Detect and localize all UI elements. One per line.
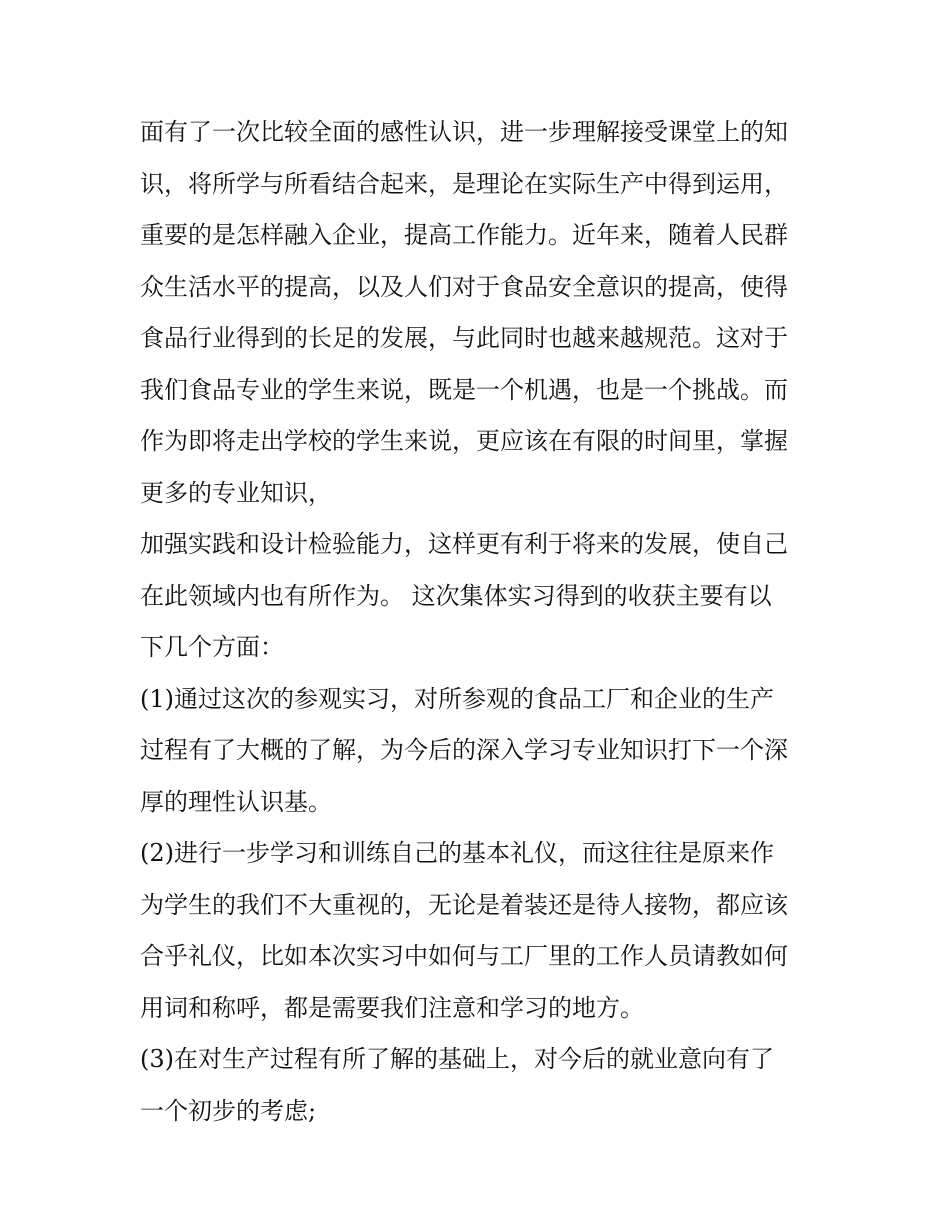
text-line: 作为即将走出学校的学生来说，更应该在有限的时间里，掌握 bbox=[140, 427, 788, 455]
text-line: 面有了一次比较全面的感性认识，进一步理解接受课堂上的知 bbox=[140, 118, 788, 146]
text-line: 为学生的我们不大重视的，无论是着装还是待人接物，都应该 bbox=[140, 890, 788, 919]
text-line: 识，将所学与所看结合起来，是理论在实际生产中得到运用， bbox=[140, 169, 788, 198]
text-line: 重要的是怎样融入企业，提高工作能力。近年来，随着人民群 bbox=[140, 221, 788, 249]
text-line: 一个初步的考虑; bbox=[140, 1096, 317, 1125]
text-line: 加强实践和设计检验能力，这样更有利于将来的发展，使自己 bbox=[140, 530, 788, 558]
text-line: 下几个方面： bbox=[140, 633, 284, 661]
text-line: 更多的专业知识， bbox=[140, 478, 332, 507]
text-line: 厚的理性认识基。 bbox=[140, 787, 332, 816]
text-line: (2)进行一步学习和训练自己的基本礼仪，而这往往是原来作 bbox=[140, 839, 774, 867]
text-line: 我们食品专业的学生来说，既是一个机遇，也是一个挑战。而 bbox=[140, 375, 788, 404]
paragraph-intro bbox=[140, 107, 820, 519]
text-line: 众生活水平的提高，以及人们对于食品安全意识的提高，使得 bbox=[140, 272, 788, 301]
paragraph-point-1 bbox=[140, 674, 820, 829]
text-line: (1)通过这次的参观实习，对所参观的食品工厂和企业的生产 bbox=[140, 684, 774, 713]
paragraph-point-2 bbox=[140, 828, 820, 1034]
paragraph-summary bbox=[140, 519, 820, 674]
text-line: 在此领域内也有所作为。 这次集体实习得到的收获主要有以 bbox=[140, 581, 772, 610]
text-line: 用词和称呼，都是需要我们注意和学习的地方。 bbox=[140, 993, 644, 1022]
paragraph-point-3 bbox=[140, 1034, 820, 1137]
text-line: 食品行业得到的长足的发展，与此同时也越来越规范。这对于 bbox=[140, 324, 788, 352]
document-body bbox=[140, 107, 820, 1137]
text-line: (3)在对生产过程有所了解的基础上，对今后的就业意向有了 bbox=[140, 1045, 774, 1073]
text-line: 过程有了大概的了解，为今后的深入学习专业知识打下一个深 bbox=[140, 736, 788, 764]
text-line: 合乎礼仪，比如本次实习中如何与工厂里的工作人员请教如何 bbox=[140, 942, 788, 970]
